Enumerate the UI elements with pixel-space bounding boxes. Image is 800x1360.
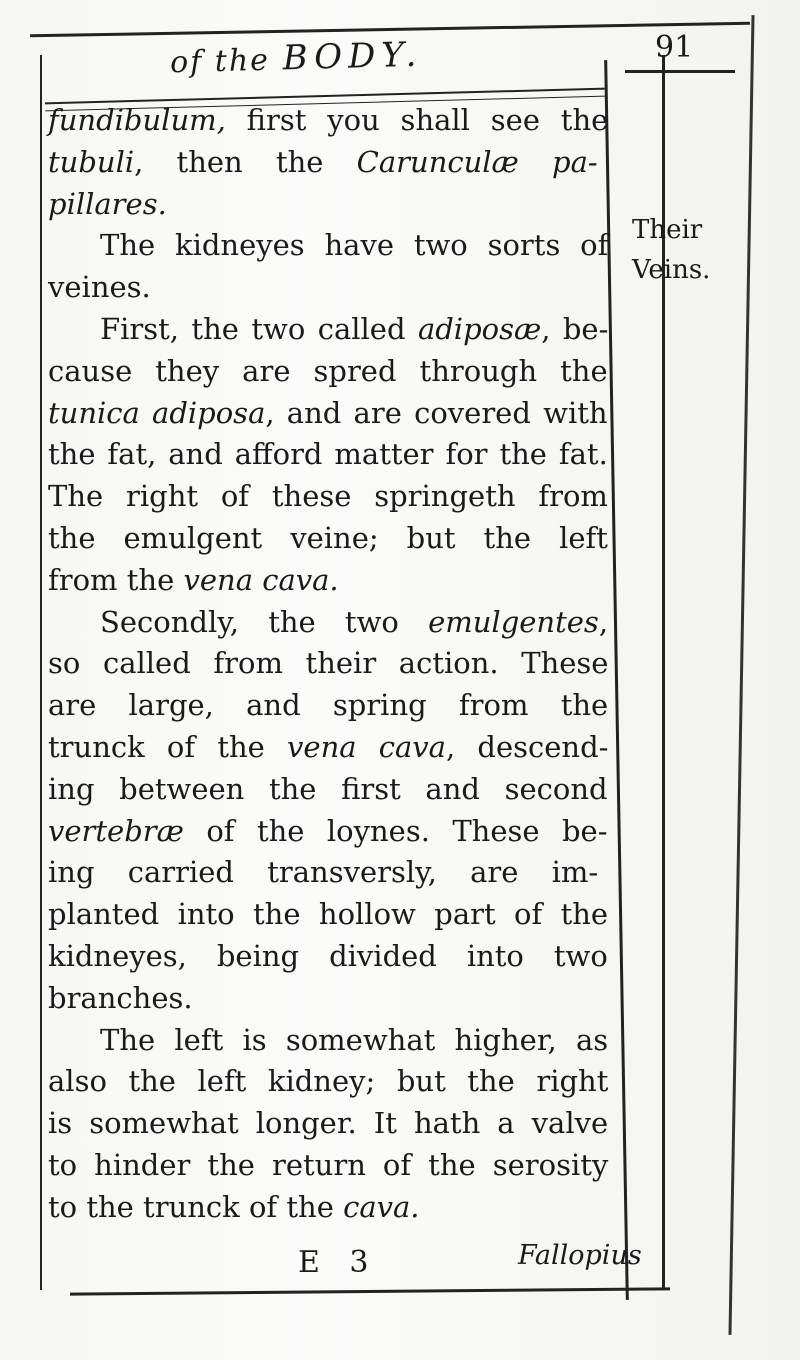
marginal-note xyxy=(632,210,742,290)
text-segment: the fat, and afford matter for the fat. xyxy=(48,437,608,472)
italic-text-segment: pillares. xyxy=(48,186,167,221)
text-segment: the emulgent veine; but the left xyxy=(48,520,608,555)
text-segment: are large, and spring from the xyxy=(48,688,609,723)
text-line xyxy=(48,100,608,142)
text-segment: first you shall see the xyxy=(225,103,609,137)
text-segment: , xyxy=(598,604,609,639)
text-line xyxy=(48,978,608,1020)
text-segment: of the loynes. These be- xyxy=(183,813,608,848)
catchword: Fallopius xyxy=(518,1240,642,1271)
text-segment: kidneyes, being divided into two xyxy=(48,938,608,973)
text-segment: Secondly, the two xyxy=(100,604,429,639)
italic-text-segment: cava. xyxy=(343,1189,420,1224)
text-line xyxy=(48,685,608,727)
text-line xyxy=(48,518,608,560)
running-head-prefix: of the xyxy=(169,42,271,81)
text-line xyxy=(48,1145,608,1187)
text-line xyxy=(48,560,608,602)
text-segment: , be- xyxy=(541,311,609,346)
text-segment: The left is somewhat higher, as xyxy=(100,1022,609,1057)
text-segment: so called from their action. These xyxy=(48,646,609,681)
margin-head-rule xyxy=(625,70,735,73)
italic-text-segment: tunica adiposa xyxy=(48,395,266,430)
signature-mark: E 3 xyxy=(298,1245,379,1280)
text-segment: , then the xyxy=(134,144,357,179)
text-segment: planted into the hollow part of the xyxy=(48,897,609,932)
italic-text-segment: emulgentes xyxy=(428,604,599,639)
italic-text-segment: vena cava xyxy=(287,729,446,764)
text-line xyxy=(48,1187,608,1229)
text-segment: trunck of the xyxy=(48,729,288,764)
italic-text-segment: vena cava. xyxy=(183,562,339,597)
text-segment: to hinder the return of the serosity xyxy=(48,1147,609,1182)
text-line xyxy=(48,393,608,435)
text-segment: The kidneyes have two sorts of xyxy=(100,228,609,263)
running-head-title: BODY. xyxy=(282,34,423,79)
text-segment: branches. xyxy=(48,980,193,1015)
text-segment: also the left kidney; but the right xyxy=(48,1064,609,1099)
text-segment: cause they are spred through the xyxy=(48,353,608,388)
text-line xyxy=(48,769,608,811)
text-line xyxy=(48,894,608,936)
marginal-note-line: Their xyxy=(632,215,703,245)
text-line xyxy=(48,852,608,894)
text-line xyxy=(48,811,608,853)
italic-text-segment: fundibulum, xyxy=(48,103,226,137)
text-segment: The right of these springeth from xyxy=(48,479,608,514)
page-number: 91 xyxy=(655,30,694,65)
body-text xyxy=(48,100,608,1229)
text-line xyxy=(48,184,608,226)
italic-text-segment: Carunculæ pa- xyxy=(356,144,598,179)
text-segment: from the xyxy=(48,562,184,597)
text-line xyxy=(48,727,608,769)
text-line xyxy=(48,351,608,393)
italic-text-segment: vertebræ xyxy=(48,813,184,848)
text-line xyxy=(48,225,608,267)
text-segment: , and are covered with xyxy=(265,395,608,430)
text-segment: First, the two called xyxy=(100,311,418,346)
text-segment: is somewhat longer. It hath a valve xyxy=(48,1106,609,1141)
text-segment: , descend- xyxy=(445,729,609,764)
text-line xyxy=(48,643,608,685)
italic-text-segment: adiposæ xyxy=(417,311,542,346)
marginal-note-line: Veins. xyxy=(632,255,711,285)
text-segment: ing between the first and second xyxy=(48,771,608,806)
text-segment: veines. xyxy=(48,270,151,305)
text-line xyxy=(48,602,608,644)
italic-text-segment: tubuli xyxy=(48,144,135,179)
text-segment: to the trunck of the xyxy=(48,1189,344,1224)
text-line xyxy=(48,476,608,518)
text-line xyxy=(48,1061,608,1103)
running-head xyxy=(170,35,423,82)
text-line xyxy=(48,936,608,978)
text-line xyxy=(48,142,608,184)
text-line xyxy=(48,1020,608,1062)
text-line xyxy=(48,1103,608,1145)
text-segment: ing carried transversly, are im- xyxy=(48,855,599,890)
text-line xyxy=(48,434,608,476)
text-line xyxy=(48,309,608,351)
text-line xyxy=(48,267,608,309)
